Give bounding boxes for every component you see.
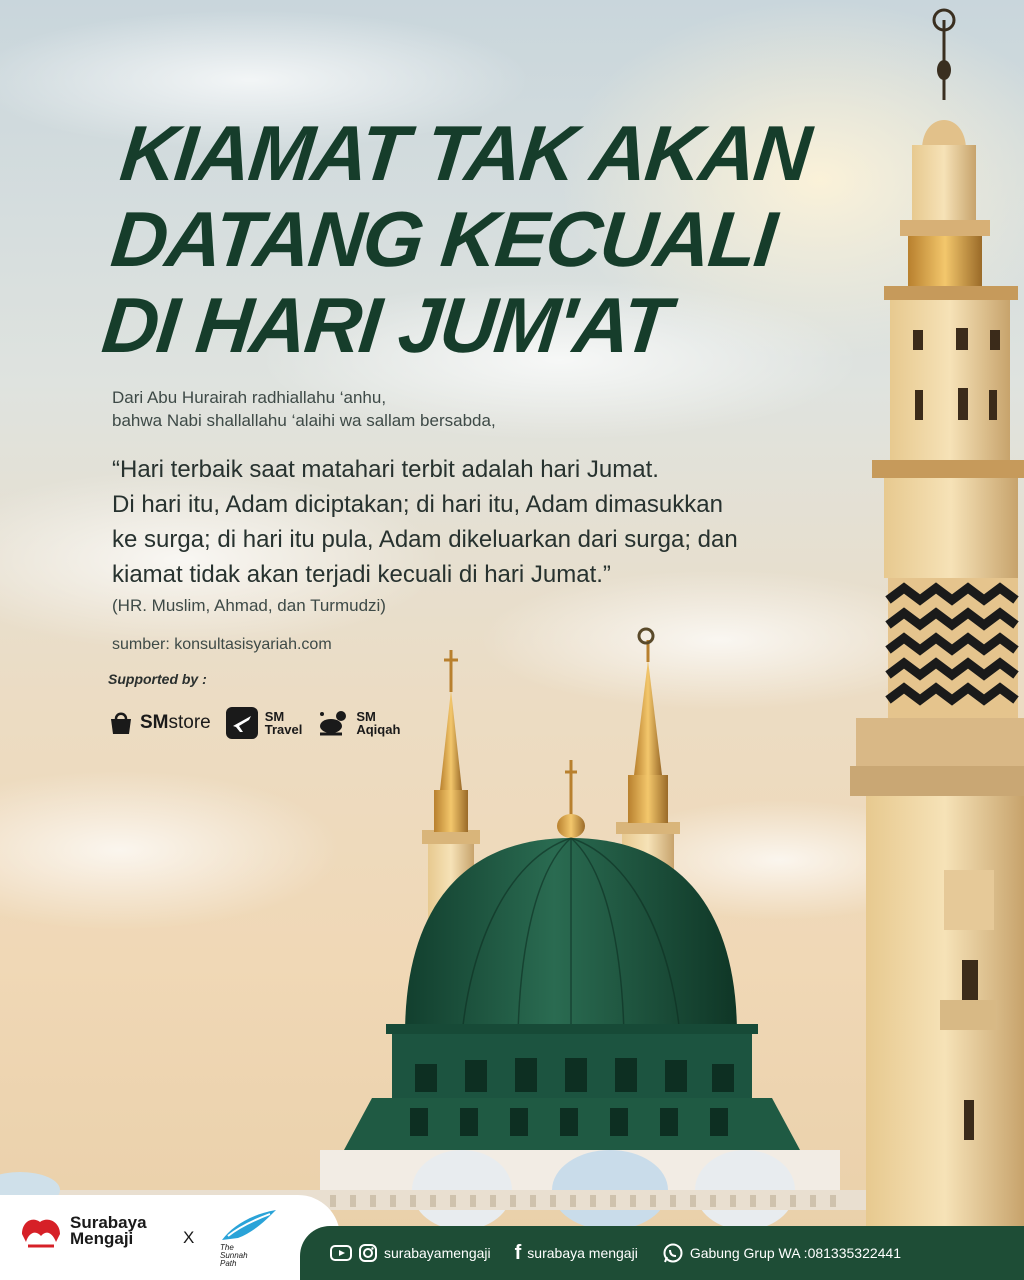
supported-by-label: Supported by : [108, 671, 207, 687]
social-handle-link[interactable] [330, 1243, 491, 1263]
facebook-icon: f [514, 1241, 522, 1264]
smaqiqah-line-1: SM [356, 709, 376, 724]
headline-line-3: DI HARI JUM'AT [98, 281, 674, 369]
partner-sub-2: Sunnah [220, 1251, 248, 1260]
surabaya-mengaji-mark-icon [18, 1212, 64, 1250]
surabaya-mengaji-logo [18, 1212, 147, 1250]
sponsor-logos [108, 702, 400, 744]
smtravel-line-2: Travel [264, 722, 303, 737]
social-handle-text: surabayamengaji [384, 1245, 491, 1261]
partner-sub-3: Path [220, 1259, 237, 1268]
whatsapp-link[interactable] [662, 1242, 901, 1264]
smaqiqah-logo [316, 706, 400, 740]
smtravel-line-1: SM [264, 709, 285, 724]
shopping-bag-icon [108, 710, 134, 736]
smaqiqah-line-2: Aqiqah [356, 722, 401, 737]
quote-line-3: ke surga; di hari itu pula, Adam dikeluarkan dari surga; dan [112, 526, 738, 553]
airplane-icon [225, 706, 259, 740]
quill-icon [218, 1206, 280, 1244]
brand-line-1: Surabaya [70, 1213, 147, 1232]
smstore-rest: store [168, 712, 211, 733]
whatsapp-icon [662, 1242, 684, 1264]
quote-line-1: “Hari terbaik saat matahari terbit adalah hari Jumat. [112, 456, 659, 483]
facebook-text: surabaya mengaji [527, 1245, 638, 1261]
hadith-intro [112, 386, 496, 432]
partner-sub-1: The [220, 1243, 234, 1252]
instagram-icon [358, 1243, 378, 1263]
collab-separator: X [183, 1228, 195, 1247]
headline [98, 110, 845, 368]
headline-line-1: KIAMAT TAK AKAN [116, 109, 814, 197]
right-minaret [850, 10, 1024, 1226]
quote-line-4: kiamat tidak akan terjadi kecuali di hari Jumat.” [112, 561, 611, 588]
footer-contact-bar [300, 1226, 1024, 1280]
hadith-reference: (HR. Muslim, Ahmad, dan Turmudzi) [112, 596, 386, 615]
source-text: sumber: konsultasisyariah.com [112, 636, 332, 653]
intro-line-2: bahwa Nabi shallallahu ‘alaihi wa sallam bersabda, [112, 411, 496, 430]
hadith-quote [112, 452, 832, 592]
the-sunnah-path-logo [218, 1206, 280, 1270]
facebook-link[interactable] [515, 1242, 638, 1265]
headline-line-2: DATANG KECUALI [107, 195, 780, 283]
intro-line-1: Dari Abu Hurairah radhiallahu ‘anhu, [112, 388, 387, 407]
goat-icon [316, 706, 350, 740]
quote-line-2: Di hari itu, Adam diciptakan; di hari itu, Adam dimasukkan [112, 491, 723, 518]
smstore-logo [108, 710, 211, 736]
smtravel-logo [225, 706, 303, 740]
youtube-icon [330, 1244, 352, 1262]
smstore-bold: SM [140, 712, 169, 733]
whatsapp-text: Gabung Grup WA :081335322441 [689, 1245, 902, 1261]
brand-line-2: Mengaji [70, 1229, 134, 1248]
